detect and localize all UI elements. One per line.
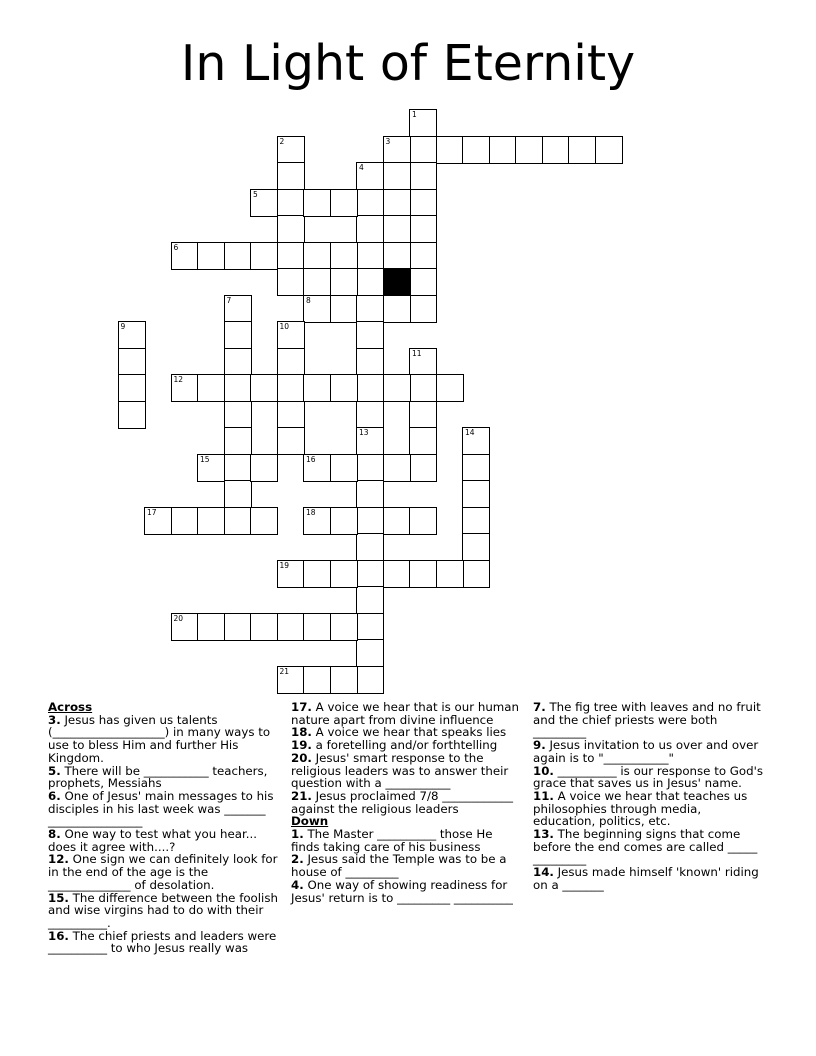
crossword-cell[interactable]	[356, 242, 384, 270]
clue-item	[533, 701, 765, 739]
crossword-cell[interactable]	[277, 666, 305, 694]
crossword-cell[interactable]	[436, 374, 464, 402]
crossword-cell[interactable]	[277, 401, 305, 429]
crossword-cell[interactable]	[409, 348, 437, 376]
clue-item	[533, 866, 765, 891]
crossword-cell[interactable]	[409, 507, 437, 535]
clue-text: Jesus has given us talents (___________________) in many ways to use to bless Him and further His Kingdom.	[48, 712, 271, 765]
crossword-cell[interactable]	[409, 268, 437, 296]
crossword-cell[interactable]	[277, 321, 305, 349]
crossword-cell[interactable]	[356, 480, 384, 508]
cell-number: 7	[226, 295, 232, 305]
clue-number: 8.	[48, 827, 61, 842]
clue-number: 10.	[533, 763, 554, 778]
crossword-cell[interactable]	[118, 348, 146, 376]
crossword-cell[interactable]	[595, 136, 623, 164]
clue-item	[291, 752, 523, 790]
clue-item	[291, 853, 523, 878]
crossword-cell[interactable]	[330, 560, 358, 588]
clue-item	[48, 930, 278, 955]
crossword-cell[interactable]	[515, 136, 543, 164]
crossword-cell[interactable]	[330, 295, 358, 323]
clues-column-2	[291, 701, 523, 904]
crossword-cell[interactable]	[409, 109, 437, 137]
cell-number: 1	[412, 110, 417, 119]
crossword-cell[interactable]	[356, 613, 384, 641]
clue-text: One way to test what you hear... does it agree with....?	[48, 827, 257, 854]
crossword-cell[interactable]	[303, 242, 331, 270]
clue-text: The beginning signs that come before the end comes are called _____ _________	[533, 827, 758, 867]
crossword-cell[interactable]	[171, 242, 199, 270]
crossword-cell[interactable]	[383, 215, 411, 243]
clue-number: 12.	[48, 852, 69, 867]
crossword-cell[interactable]	[277, 215, 305, 243]
clue-text: The chief priests and leaders were __________ to who Jesus really was	[48, 928, 277, 956]
crossword-cell[interactable]	[277, 162, 305, 190]
clue-number: 2.	[291, 852, 304, 867]
clue-item	[291, 701, 523, 726]
clue-number: 15.	[48, 890, 69, 905]
cell-number: 13	[359, 428, 369, 437]
crossword-cell[interactable]	[330, 507, 358, 535]
clue-item	[48, 892, 278, 930]
cell-number: 15	[200, 454, 210, 464]
clue-number: 20.	[291, 750, 312, 765]
crossword-cell[interactable]	[462, 533, 490, 561]
crossword-cell[interactable]	[568, 136, 596, 164]
clue-number: 13.	[533, 827, 554, 842]
crossword-cell[interactable]	[197, 507, 225, 535]
clue-text: Jesus said the Temple was to be a house of _________	[291, 852, 507, 880]
crossword-cell[interactable]	[462, 507, 490, 535]
crossword-cell[interactable]	[409, 295, 437, 323]
clue-number: 17.	[291, 700, 312, 714]
crossword-cell[interactable]	[171, 374, 199, 402]
crossword-cell[interactable]	[409, 401, 437, 429]
crossword-cell[interactable]	[224, 242, 252, 270]
crossword-cell[interactable]	[277, 348, 305, 376]
clue-number: 1.	[291, 827, 304, 842]
crossword-cell[interactable]	[462, 454, 490, 482]
clue-text: A voice we hear that is our human nature apart from divine influence	[291, 700, 519, 727]
clue-item	[533, 739, 765, 764]
clue-number: 18.	[291, 725, 312, 740]
cell-number: 3	[385, 136, 391, 146]
crossword-cell[interactable]	[277, 560, 305, 588]
clues-column-1	[48, 701, 278, 955]
crossword-cell[interactable]	[462, 136, 490, 164]
across-heading: Across	[48, 700, 93, 714]
crossword-cell[interactable]	[330, 454, 358, 482]
crossword-cell[interactable]	[197, 613, 225, 641]
clue-number: 5.	[48, 763, 61, 778]
clue-item	[48, 790, 278, 828]
clue-item	[291, 828, 523, 853]
crossword-cell[interactable]	[330, 666, 358, 694]
crossword-cell[interactable]	[383, 560, 411, 588]
crossword-cell[interactable]	[171, 613, 199, 641]
crossword-cell[interactable]	[356, 666, 384, 694]
crossword-cell[interactable]	[277, 136, 305, 164]
crossword-cell[interactable]	[489, 136, 517, 164]
crossword-cell[interactable]	[383, 136, 411, 164]
clue-item	[533, 828, 765, 866]
crossword-cell[interactable]	[356, 268, 384, 296]
crossword-cell[interactable]	[383, 374, 411, 402]
clue-item	[48, 853, 278, 891]
crossword-cell[interactable]	[330, 268, 358, 296]
crossword-cell[interactable]	[383, 189, 411, 217]
crossword-cell[interactable]	[118, 374, 146, 402]
crossword-cell[interactable]	[224, 374, 252, 402]
clue-number: 9.	[533, 738, 546, 753]
cell-number: 17	[147, 507, 157, 517]
clues-column-3	[533, 701, 765, 892]
clue-number: 3.	[48, 712, 61, 727]
clue-text: One of Jesus' main messages to his disciples in his last week was _______ ________________	[48, 788, 274, 829]
crossword-cell[interactable]	[462, 480, 490, 508]
crossword-cell[interactable]	[197, 242, 225, 270]
clue-number: 16.	[48, 928, 69, 943]
clue-number: 21.	[291, 788, 312, 803]
clue-text: a foretelling and/or forthtelling	[311, 738, 498, 753]
crossword-cell[interactable]	[303, 189, 331, 217]
clue-text: The difference between the foolish and wise virgins had to do with their __________.	[48, 890, 278, 930]
crossword-cell[interactable]	[409, 189, 437, 217]
crossword-cell[interactable]	[409, 427, 437, 455]
crossword-cell[interactable]	[356, 454, 384, 482]
clue-text: One sign we can definitely look for in the end of the age is the ______________ of desolation.	[48, 852, 278, 892]
crossword-cell[interactable]	[197, 374, 225, 402]
cell-number: 19	[279, 560, 290, 570]
clue-item	[48, 714, 278, 765]
crossword-cell[interactable]	[118, 321, 146, 349]
crossword-cell[interactable]	[409, 560, 437, 588]
cell-number: 18	[306, 507, 316, 517]
crossword-cell[interactable]	[277, 427, 305, 455]
crossword-cell[interactable]	[409, 215, 437, 243]
cell-number: 4	[359, 163, 364, 172]
crossword-cell[interactable]	[250, 242, 278, 270]
crossword-cell[interactable]	[250, 454, 278, 482]
clue-text: Jesus proclaimed 7/8 ____________ against the religious leaders	[291, 788, 513, 816]
crossword-cell[interactable]	[436, 136, 464, 164]
crossword-cell[interactable]	[277, 242, 305, 270]
down-heading: Down	[291, 814, 329, 829]
crossword-cell[interactable]	[356, 533, 384, 561]
crossword-cell[interactable]	[224, 480, 252, 508]
crossword-cell[interactable]	[303, 268, 331, 296]
crossword-cell[interactable]	[356, 507, 384, 535]
crossword-cell[interactable]	[330, 189, 358, 217]
crossword-cell[interactable]	[356, 215, 384, 243]
clue-item	[48, 765, 278, 790]
crossword-cell[interactable]	[356, 189, 384, 217]
clue-item	[291, 790, 523, 815]
crossword-cell[interactable]	[356, 348, 384, 376]
crossword-cell[interactable]	[224, 321, 252, 349]
clue-number: 14.	[533, 865, 554, 880]
crossword-cell[interactable]	[383, 242, 411, 270]
clue-number: 19.	[291, 738, 312, 753]
crossword-cell[interactable]	[356, 586, 384, 614]
cell-number: 21	[279, 666, 290, 676]
cell-number: 10	[279, 322, 290, 331]
crossword-cell[interactable]	[383, 162, 411, 190]
crossword-cell[interactable]	[224, 613, 252, 641]
clue-text: The fig tree with leaves and no fruit and the chief priests were both _________	[533, 700, 761, 740]
cell-number: 12	[173, 375, 184, 384]
clue-number: 4.	[291, 877, 304, 892]
crossword-cell[interactable]	[356, 374, 384, 402]
crossword-cell[interactable]	[383, 295, 411, 323]
crossword-black-cell	[383, 268, 411, 296]
clue-item	[533, 790, 765, 828]
crossword-cell[interactable]	[462, 560, 490, 588]
crossword-cell[interactable]	[356, 639, 384, 667]
cell-number: 16	[306, 454, 316, 464]
crossword-cell[interactable]	[409, 454, 437, 482]
crossword-cell[interactable]	[250, 374, 278, 402]
cell-number: 5	[253, 189, 258, 199]
clue-text: A voice we hear that speaks lies	[311, 725, 507, 740]
crossword-cell[interactable]	[250, 507, 278, 535]
crossword-cell[interactable]	[330, 242, 358, 270]
crossword-cell[interactable]	[462, 427, 490, 455]
crossword-cell[interactable]	[356, 321, 384, 349]
crossword-cell[interactable]	[330, 374, 358, 402]
crossword-cell[interactable]	[303, 560, 331, 588]
crossword-cell[interactable]	[303, 666, 331, 694]
crossword-cell[interactable]	[303, 507, 331, 535]
clue-text: The Master __________ those He finds taking care of his business	[291, 827, 493, 854]
crossword-cell[interactable]	[330, 613, 358, 641]
crossword-cell[interactable]	[356, 295, 384, 323]
clue-text: Jesus invitation to us over and over again is to "___________"	[533, 738, 759, 765]
cell-number: 14	[465, 428, 475, 437]
clue-text: __________ is our response to God's grace that saves us in Jesus' name.	[533, 763, 764, 791]
crossword-cell[interactable]	[383, 507, 411, 535]
clue-text: A voice we hear that teaches us philosophies through media, education, politics, etc.	[533, 788, 748, 829]
crossword-cell[interactable]	[356, 162, 384, 190]
crossword-cell[interactable]	[250, 613, 278, 641]
crossword-cell[interactable]	[224, 427, 252, 455]
crossword-cell[interactable]	[277, 268, 305, 296]
clue-text: One way of showing readiness for Jesus' return is to _________ __________	[291, 877, 513, 905]
clue-number: 7.	[533, 700, 546, 714]
crossword-cell[interactable]	[356, 560, 384, 588]
crossword-cell[interactable]	[118, 401, 146, 429]
crossword-cell[interactable]	[409, 136, 437, 164]
crossword-cell[interactable]	[303, 374, 331, 402]
crossword-cell[interactable]	[277, 189, 305, 217]
clue-item	[291, 879, 523, 904]
crossword-cell[interactable]	[356, 427, 384, 455]
clue-item	[48, 828, 278, 853]
crossword-cell[interactable]	[144, 507, 172, 535]
cell-number: 2	[279, 136, 285, 146]
clue-number: 6.	[48, 788, 61, 803]
cell-number: 11	[412, 348, 422, 358]
clue-number: 11.	[533, 788, 554, 803]
cell-number: 8	[306, 295, 311, 305]
crossword-cell[interactable]	[224, 348, 252, 376]
crossword-cell[interactable]	[356, 401, 384, 429]
crossword-cell[interactable]	[303, 613, 331, 641]
crossword-cell[interactable]	[409, 162, 437, 190]
crossword-cell[interactable]	[250, 189, 278, 217]
crossword-cell[interactable]	[542, 136, 570, 164]
cell-number: 20	[173, 613, 184, 623]
crossword-cell[interactable]	[224, 507, 252, 535]
crossword-cell[interactable]	[303, 454, 331, 482]
crossword-cell[interactable]	[224, 454, 252, 482]
crossword-cell[interactable]	[409, 242, 437, 270]
crossword-cell[interactable]	[436, 560, 464, 588]
cell-number: 6	[173, 242, 179, 252]
clue-text: There will be ___________ teachers, prophets, Messiahs	[48, 763, 268, 791]
cell-number: 9	[120, 322, 126, 331]
crossword-cell[interactable]	[409, 374, 437, 402]
crossword-cell[interactable]	[197, 454, 225, 482]
clue-text: Jesus' smart response to the religious leaders was to answer their question with a ___________	[291, 750, 509, 791]
crossword-cell[interactable]	[277, 613, 305, 641]
puzzle-title: In Light of Eternity	[180, 35, 636, 92]
crossword-cell[interactable]	[224, 295, 252, 323]
crossword-cell[interactable]	[383, 454, 411, 482]
crossword-cell[interactable]	[171, 507, 199, 535]
crossword-cell[interactable]	[224, 401, 252, 429]
clue-item	[533, 765, 765, 790]
crossword-cell[interactable]	[277, 374, 305, 402]
crossword-cell[interactable]	[303, 295, 331, 323]
clue-text: Jesus made himself 'known' riding on a _______	[533, 865, 759, 892]
